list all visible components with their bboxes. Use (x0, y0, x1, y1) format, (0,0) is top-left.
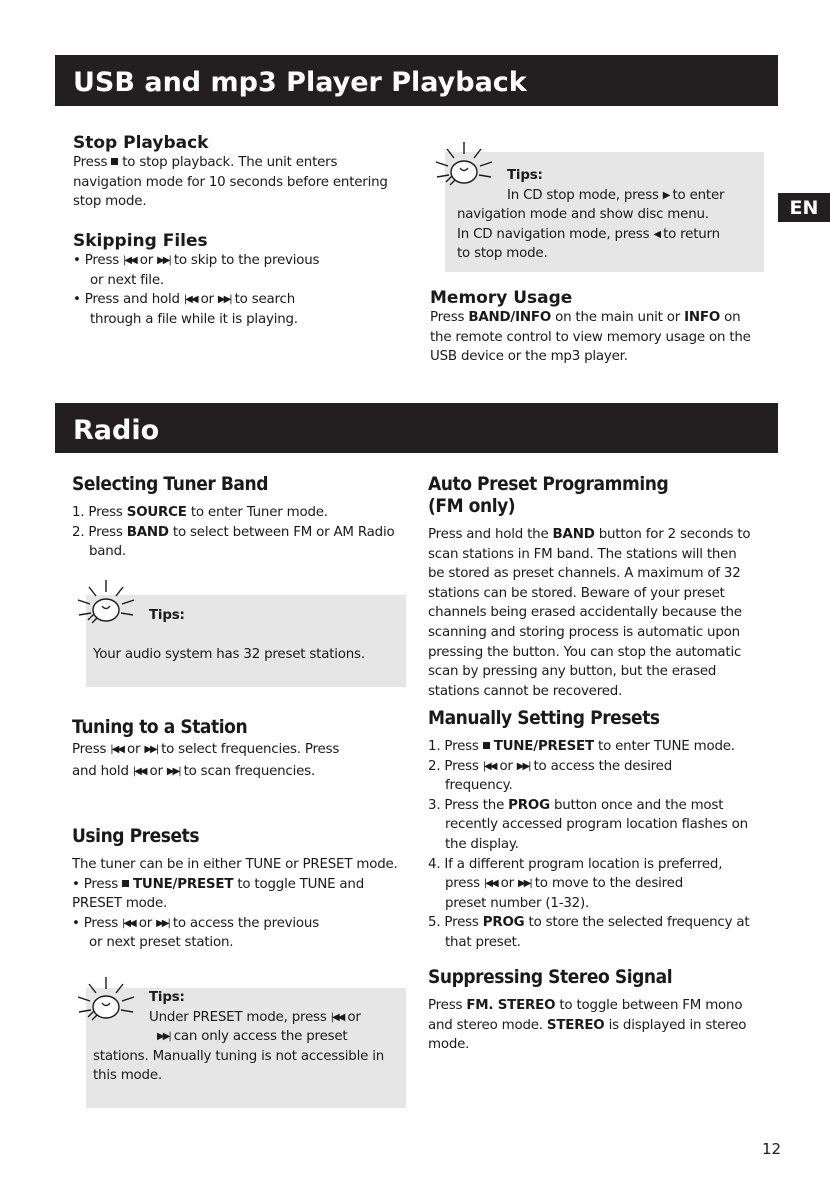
text: and stereo mode. (428, 1017, 543, 1033)
prev-track-icon: |◀◀ (483, 878, 497, 890)
text: 5. Press (428, 915, 479, 931)
text: USB device or the mp3 player. (430, 349, 628, 365)
play-icon: ▶ (662, 189, 669, 201)
text: 4. If a different program location is preferred, (428, 856, 723, 872)
auto-preset-section (428, 473, 773, 701)
text: or (499, 758, 513, 774)
tuner-band-section (72, 473, 412, 562)
tips-cd-text (457, 166, 757, 264)
manual-presets-text (428, 737, 773, 953)
tuning-section (72, 716, 412, 781)
memory-usage-heading: Memory Usage (430, 288, 573, 308)
text: navigation mode for 10 seconds before entering (73, 174, 388, 190)
page-number: 12 (762, 1140, 782, 1158)
text: • Press (72, 915, 118, 931)
text: to skip to the previous (173, 253, 320, 268)
language-tab: EN (778, 193, 830, 222)
stop-playback-heading: Stop Playback (73, 133, 209, 153)
prev-track-icon: |◀◀ (330, 1011, 344, 1023)
using-presets-section (72, 825, 412, 953)
tuner-band-heading: Selecting Tuner Band (72, 473, 269, 495)
text: to select frequencies. Press (161, 742, 340, 757)
text: scan by pressing any button, but the erased (428, 664, 717, 680)
prev-track-icon: |◀◀ (482, 760, 496, 772)
tips-label: Tips: (507, 168, 543, 183)
auto-preset-heading-line1: Auto Preset Programming (428, 473, 669, 495)
text: the remote control to view memory usage on the (430, 329, 751, 345)
text: mode. (428, 1037, 470, 1053)
text: navigation mode and show disc menu. (457, 207, 709, 223)
text: to scan frequencies. (183, 763, 315, 779)
auto-preset-text (428, 525, 773, 701)
text: or (347, 1009, 361, 1025)
key-label: INFO (684, 310, 721, 325)
section-title-radio: Radio (73, 415, 160, 446)
text: 2. Press (428, 758, 479, 774)
key-label: PROG (482, 915, 525, 931)
text: • Press and hold (73, 292, 180, 308)
text: stop mode. (73, 194, 147, 210)
manual-presets-section (428, 707, 773, 953)
text: that preset. (445, 934, 521, 950)
text: to stop mode. (457, 246, 548, 262)
text: this mode. (93, 1068, 162, 1084)
section-banner-radio (55, 403, 778, 453)
next-track-icon: ▶▶| (144, 744, 158, 755)
prev-track-icon: |◀◀ (183, 294, 197, 306)
text: stations can be stored. Beware of your preset (428, 585, 725, 601)
text: on (724, 310, 741, 325)
text: and hold (72, 763, 129, 779)
text: Press (428, 998, 463, 1013)
key-label: STEREO (546, 1017, 605, 1033)
tuning-text (72, 740, 412, 781)
text: Press (72, 742, 107, 757)
using-presets-heading: Using Presets (72, 825, 200, 847)
text: recently accessed program location flashes on (445, 817, 748, 833)
skipping-files-heading: Skipping Files (73, 231, 208, 251)
text: or next preset station. (89, 935, 234, 951)
prev-track-icon: |◀◀ (132, 765, 146, 777)
text: 2. Press (72, 524, 123, 540)
text: on the main unit or (555, 310, 681, 325)
tips-preset-mode-text (93, 988, 403, 1086)
prev-track-icon: |◀◀ (123, 255, 136, 266)
text: 1. Press (428, 739, 479, 754)
next-track-icon: ▶▶| (166, 765, 180, 777)
key-label: FM. STEREO (466, 998, 556, 1013)
stop-icon (483, 742, 490, 749)
text: or (200, 292, 214, 308)
text: • Press (72, 876, 118, 892)
text: In CD navigation mode, press (457, 226, 650, 242)
stereo-text (428, 996, 773, 1055)
stop-playback-text (73, 153, 413, 212)
text: Under PRESET mode, press (149, 1009, 327, 1025)
next-track-icon: ▶▶| (217, 294, 231, 306)
text: can only access the preset (173, 1029, 348, 1045)
next-track-icon: ▶▶| (157, 255, 170, 266)
key-label: BAND (552, 527, 595, 542)
manual-presets-heading: Manually Setting Presets (428, 707, 660, 729)
text: PRESET mode. (72, 896, 168, 912)
text: stations. Manually tuning is not accessible in (93, 1048, 385, 1064)
stop-icon (122, 880, 129, 887)
text: The tuner can be in either TUNE or PRESET mode. (72, 857, 398, 872)
text: press (445, 876, 480, 892)
using-presets-text (72, 855, 412, 953)
prev-track-icon: |◀◀ (122, 917, 135, 929)
text: pressing the button. You can stop the automatic (428, 644, 742, 660)
text: to store the selected frequency at (528, 915, 750, 931)
text: the display. (445, 836, 519, 852)
text: to search (234, 292, 296, 308)
text: Press (430, 310, 465, 325)
auto-preset-heading-line2: (FM only) (428, 495, 516, 517)
text: scanning and storing process is automatic upon (428, 624, 740, 640)
memory-usage-section (430, 288, 775, 367)
key-label: BAND (126, 524, 169, 540)
text: or (138, 915, 153, 931)
key-label: BAND/INFO (468, 310, 552, 325)
text: to move to the desired (534, 876, 683, 892)
text: preset number (1-32). (445, 895, 590, 911)
text: or (500, 876, 514, 892)
text: to access the previous (172, 915, 319, 931)
text: to return (663, 226, 720, 242)
text: Press and hold the (428, 527, 549, 542)
tuner-band-text (72, 503, 412, 562)
text: or (127, 742, 141, 757)
skipping-files-text (73, 251, 413, 329)
key-label: TUNE/PRESET (493, 739, 594, 754)
text: to select between FM or AM Radio (172, 524, 395, 540)
lightbulb-icon (72, 568, 142, 638)
text: 3. Press the (428, 797, 505, 813)
next-track-icon: ▶▶| (517, 878, 531, 890)
text: to enter TUNE mode. (598, 739, 735, 754)
skipping-files-section (73, 231, 413, 329)
next-track-icon: ▶▶| (156, 917, 169, 929)
tips-label-bold: Tips: (149, 608, 185, 623)
memory-usage-text (430, 308, 775, 367)
text: is displayed in stereo (608, 1017, 747, 1033)
back-icon: ◀ (653, 228, 660, 240)
text: frequency. (445, 778, 513, 794)
text: to enter Tuner mode. (190, 505, 328, 520)
text: button once and the most (553, 797, 724, 813)
text: be stored as preset channels. A maximum of 32 (428, 566, 741, 582)
prev-track-icon: |◀◀ (110, 744, 123, 755)
tips-presets-text: Your audio system has 32 preset stations. (93, 647, 365, 662)
text: button for 2 seconds to (598, 527, 751, 542)
stop-icon (111, 158, 118, 165)
text: to toggle between FM mono (559, 998, 743, 1013)
next-track-icon: ▶▶| (516, 760, 530, 772)
stereo-heading: Suppressing Stereo Signal (428, 966, 673, 988)
text: to access the desired (533, 758, 672, 774)
auto-preset-heading (428, 473, 739, 517)
text: or (139, 253, 154, 268)
key-label: TUNE/PRESET (133, 876, 234, 892)
text: or next file. (90, 272, 164, 288)
next-track-icon: ▶▶| (157, 1031, 170, 1043)
text: scan stations in FM band. The stations will then (428, 546, 737, 562)
text: through a file while it is playing. (90, 311, 298, 327)
text: to toggle TUNE and (237, 876, 364, 892)
key-label: PROG (508, 797, 550, 813)
tips-label: Tips: (149, 990, 185, 1005)
stop-playback-section (73, 133, 413, 212)
text: channels being erased accidentally because the (428, 605, 742, 621)
text: Press (73, 155, 108, 170)
text: stations cannot be recovered. (428, 683, 623, 699)
section-title-usb: USB and mp3 Player Playback (73, 67, 527, 98)
text: In CD stop mode, press (507, 187, 659, 203)
text: or (149, 763, 163, 779)
key-label: SOURCE (126, 505, 187, 520)
text: to enter (672, 187, 725, 203)
text: 1. Press (72, 505, 123, 520)
text: band. (89, 544, 126, 560)
text: to stop playback. The unit enters (122, 155, 338, 170)
tuning-heading: Tuning to a Station (72, 716, 248, 738)
stereo-section (428, 966, 773, 1055)
text: • Press (73, 253, 119, 268)
section-banner-usb (55, 55, 778, 106)
